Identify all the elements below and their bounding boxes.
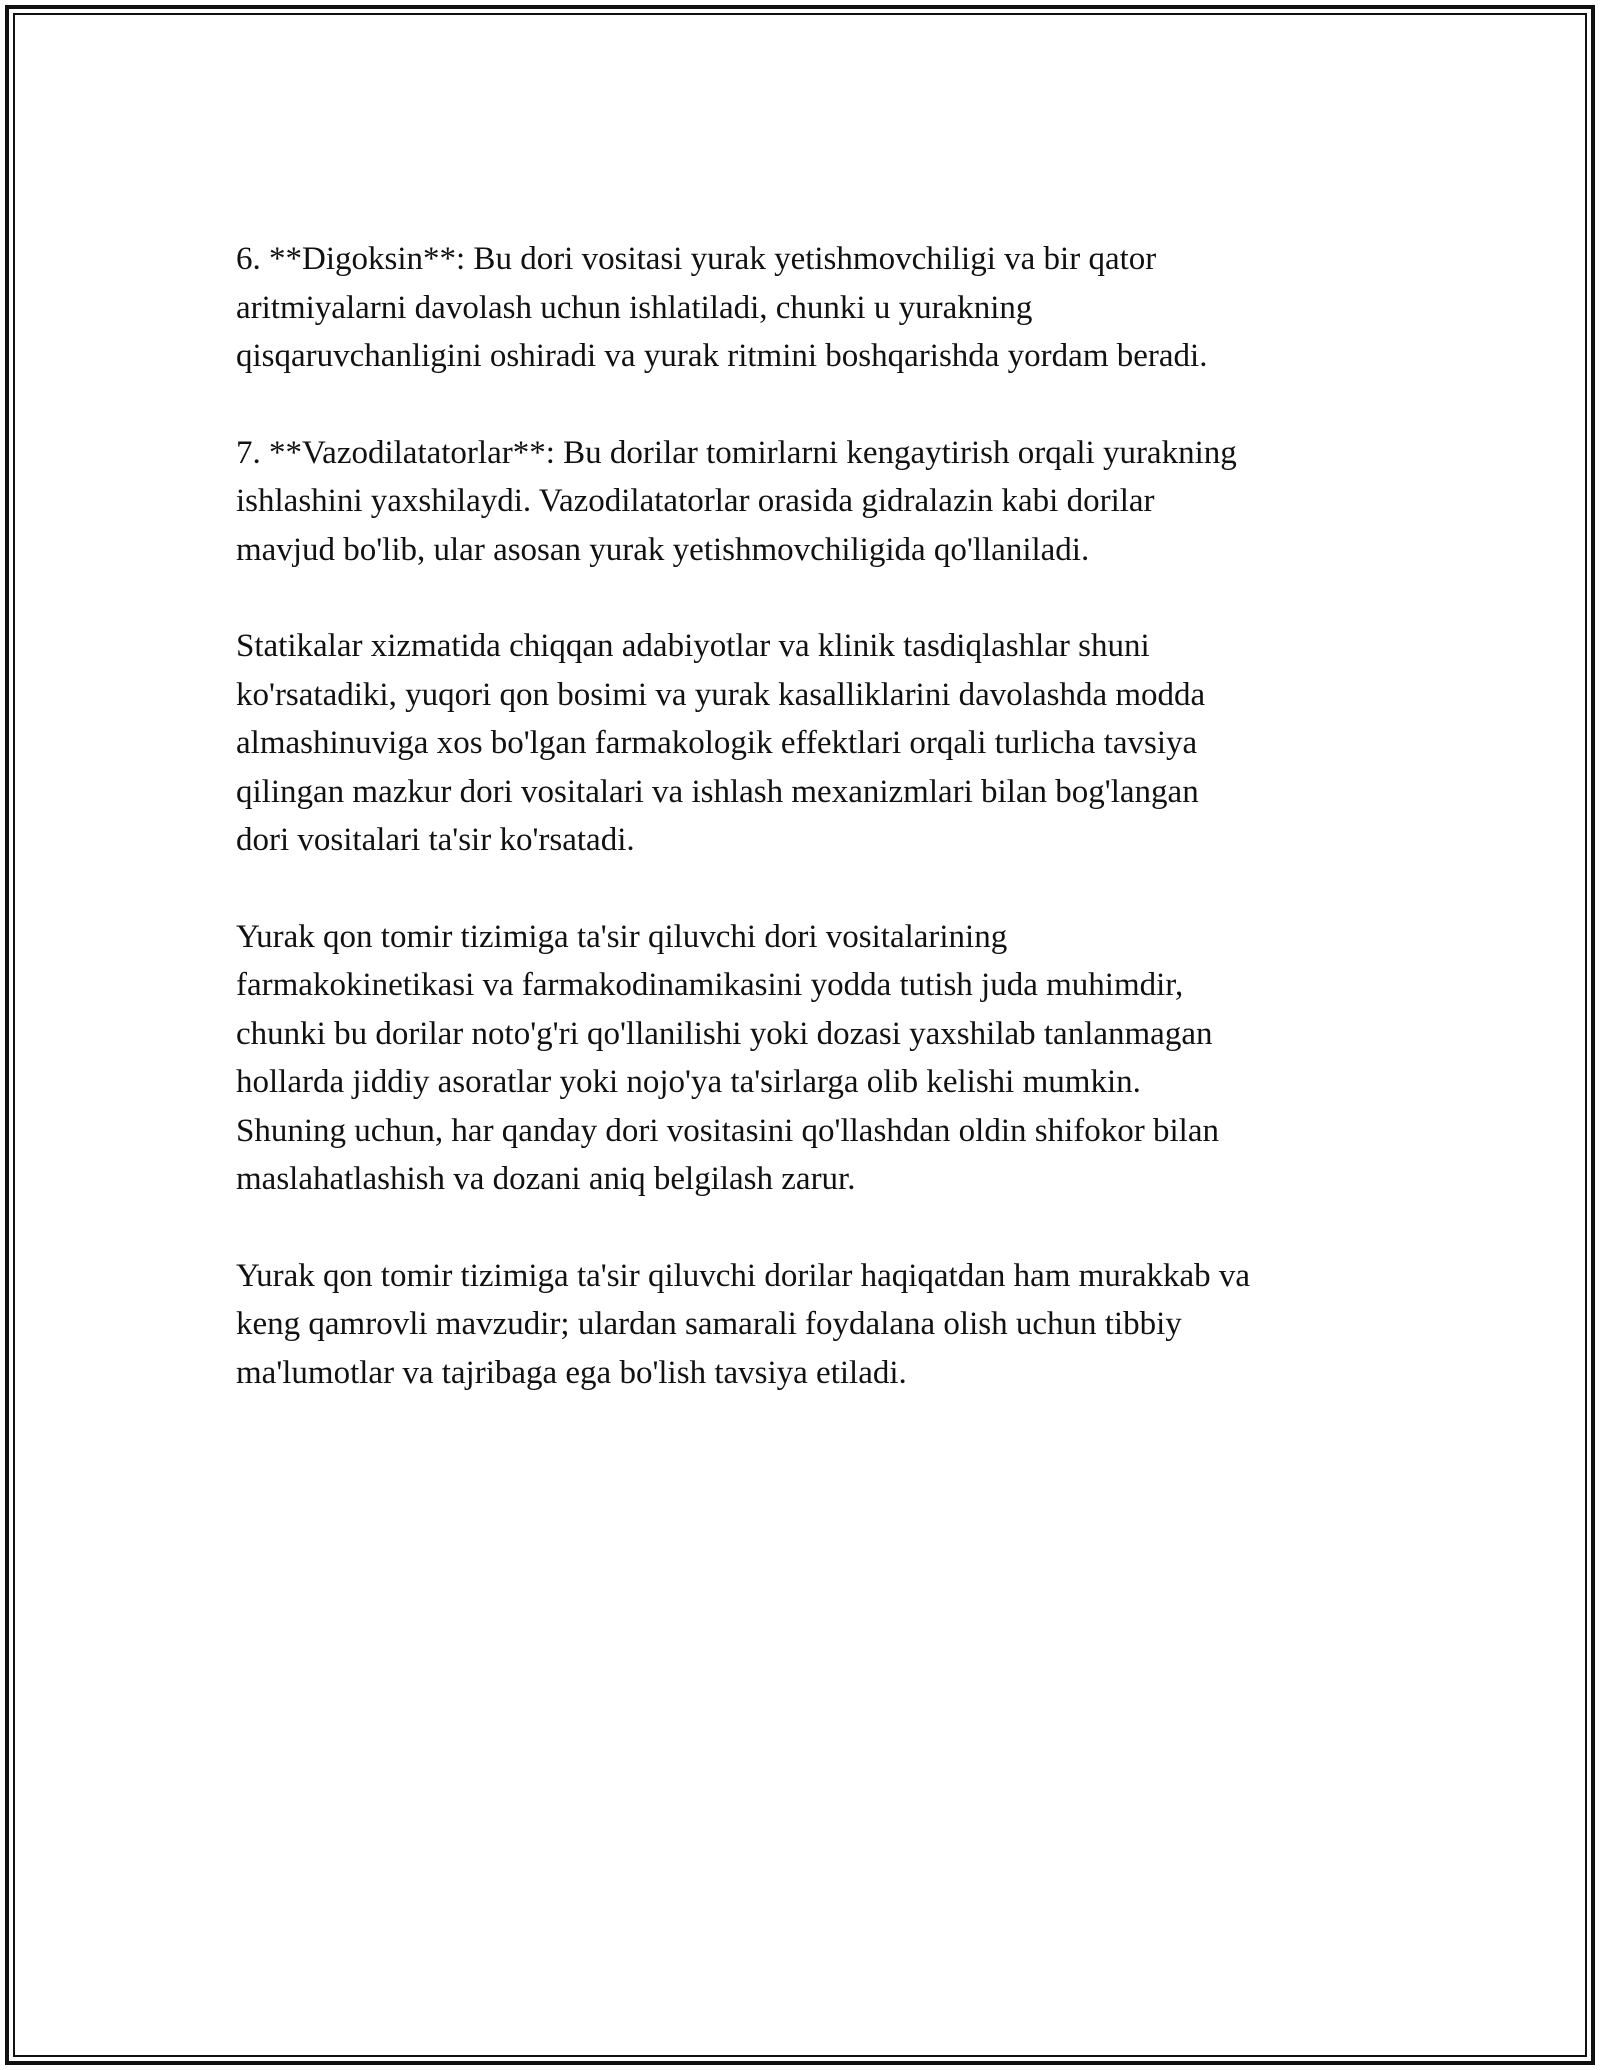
text-line: ma'lumotlar va tajribaga ega bo'lish tavsiya etiladi. bbox=[236, 1354, 907, 1391]
text-line: almashinuviga xos bo'lgan farmakologik effektlari orqali turlicha tavsiya bbox=[236, 725, 1198, 761]
text-line: 6. **Digoksin**: Bu dori vositasi yurak yetishmovchiligi va bir qator bbox=[236, 241, 1157, 277]
text-line: Shuning uchun, har qanday dori vositasini qo'llashdan oldin shifokor bilan bbox=[236, 1112, 1219, 1149]
text-line: ishlashini yaxshilaydi. Vazodilatatorlar orasida gidralazin kabi dorilar bbox=[236, 483, 1155, 519]
paragraph-xulosa bbox=[236, 1252, 1396, 1398]
text-line: aritmiyalarni davolash uchun ishlatiladi, chunki u yurakning bbox=[236, 289, 1033, 326]
text-line: maslahatlashish va dozani aniq belgilash zarur. bbox=[236, 1161, 856, 1197]
document-body bbox=[236, 235, 1396, 1397]
text-line: farmakokinetikasi va farmakodinamikasini yodda tutish juda muhimdir, bbox=[236, 967, 1184, 1003]
text-line: ko'rsatadiki, yuqori qon bosimi va yurak kasalliklarini davolashda modda bbox=[236, 676, 1206, 713]
paragraph-digoksin bbox=[236, 235, 1396, 381]
text-line: chunki bu dorilar noto'g'ri qo'llanilishi yoki dozasi yaxshilab tanlanmagan bbox=[236, 1015, 1213, 1052]
text-line: qilingan mazkur dori vositalari va ishlash mexanizmlari bilan bog'langan bbox=[236, 773, 1199, 810]
paragraph-farmakokinetika bbox=[236, 913, 1396, 1204]
text-line: Statikalar xizmatida chiqqan adabiyotlar va klinik tasdiqlashlar shuni bbox=[236, 628, 1150, 664]
text-line: Yurak qon tomir tizimiga ta'sir qiluvchi dorilar haqiqatdan ham murakkab va bbox=[236, 1257, 1251, 1294]
text-line: dori vositalari ta'sir ko'rsatadi. bbox=[236, 822, 635, 858]
text-line: keng qamrovli mavzudir; ulardan samarali foydalana olish uchun tibbiy bbox=[236, 1306, 1182, 1342]
text-line: hollarda jiddiy asoratlar yoki nojo'ya ta'sirlarga olib kelishi mumkin. bbox=[236, 1064, 1141, 1100]
paragraph-statikalar bbox=[236, 622, 1396, 865]
text-line: qisqaruvchanligini oshiradi va yurak ritmini boshqarishda yordam beradi. bbox=[236, 338, 1208, 374]
text-line: mavjud bo'lib, ular asosan yurak yetishmovchiligida qo'llaniladi. bbox=[236, 531, 1090, 568]
text-line: 7. **Vazodilatatorlar**: Bu dorilar tomirlarni kengaytirish orqali yurakning bbox=[236, 434, 1237, 471]
text-line: Yurak qon tomir tizimiga ta'sir qiluvchi dori vositalarining bbox=[236, 918, 1008, 955]
paragraph-vazodilatatorlar bbox=[236, 429, 1396, 575]
